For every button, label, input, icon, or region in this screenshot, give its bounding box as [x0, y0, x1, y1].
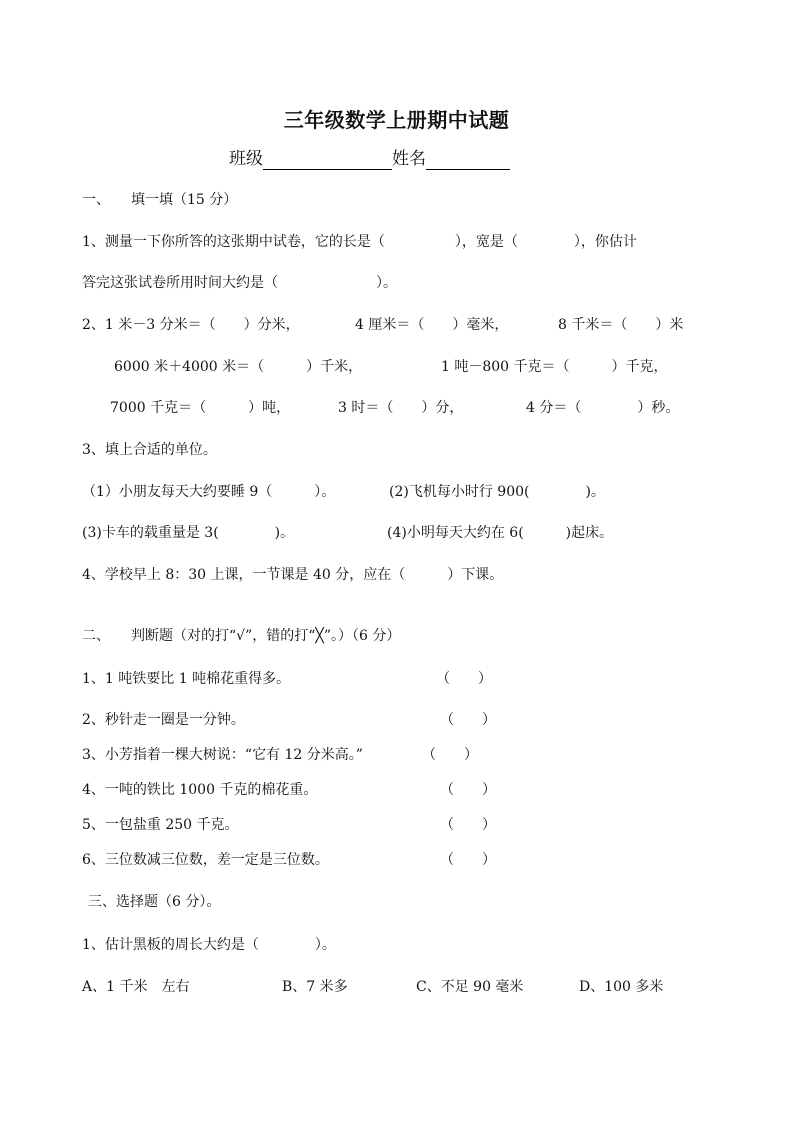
judgment-answer-paren[interactable]: （ ）: [436, 671, 492, 687]
name-label: 姓名: [392, 149, 426, 169]
judgment-answer-paren[interactable]: （ ）: [440, 712, 496, 728]
question-2-item: 8 千米＝（ ）米: [558, 317, 684, 333]
section-3-heading: 三、选择题（6 分）。: [88, 894, 221, 910]
question-2-item: 2、1 米－3 分米＝（ ）分米，: [82, 317, 300, 333]
question-3-item: (4)小明每天大约在 6( )起床。: [387, 525, 614, 541]
question-3-item: (3)卡车的载重量是 3( )。: [82, 525, 295, 541]
question-4: 4、学校早上 8：30 上课，一节课是 40 分，应在（ ）下课。: [82, 567, 504, 583]
question-2-item: 3 时＝（ ）分，: [338, 400, 464, 416]
choice-option-b[interactable]: B、7 米多: [282, 979, 348, 995]
judgment-answer-paren[interactable]: （ ）: [440, 817, 496, 833]
choice-option-c[interactable]: C、不足 90 毫米: [416, 979, 524, 995]
question-2-item: 4 分＝（ ）秒。: [526, 400, 680, 416]
question-1-line-1: 1、测量一下你所答的这张期中试卷，它的长是（ ），宽是（ ），你估计: [82, 234, 637, 250]
question-2-item: 6000 米＋4000 米＝（ ）千米，: [114, 359, 363, 375]
judgment-item: 3、小芳指着一棵大树说：“它有 12 分米高。”: [82, 747, 363, 763]
judgment-item: 1、1 吨铁要比 1 吨棉花重得多。: [82, 671, 291, 687]
judgment-item: 2、秒针走一圈是一分钟。: [82, 712, 245, 728]
class-label: 班级: [229, 149, 263, 169]
question-1-line-2: 答完这张试卷所用时间大约是（ ）。: [82, 275, 397, 291]
judgment-item: 4、一吨的铁比 1000 千克的棉花重。: [82, 782, 318, 798]
class-field[interactable]: [263, 151, 392, 170]
choice-option-d[interactable]: D、100 多米: [579, 979, 664, 995]
judgment-answer-paren[interactable]: （ ）: [422, 747, 478, 763]
judgment-answer-paren[interactable]: （ ）: [440, 852, 496, 868]
page-title: 三年级数学上册期中试题: [283, 108, 510, 132]
question-2-item: 1 吨－800 千克＝（ ）千克，: [441, 359, 668, 375]
judgment-answer-paren[interactable]: （ ）: [440, 782, 496, 798]
student-info: [229, 148, 510, 170]
section-2-heading: 二、 判断题（对的打“√”，错的打“╳”。）（6 分）: [82, 628, 401, 644]
question-3-item: (2)飞机每小时行 900( )。: [389, 484, 605, 500]
judgment-item: 5、一包盐重 250 千克。: [82, 817, 239, 833]
question-2-item: 4 厘米＝（ ）毫米，: [355, 317, 509, 333]
question-2-item: 7000 千克＝（ ）吨，: [110, 400, 291, 416]
name-field[interactable]: [426, 151, 510, 170]
choice-option-a[interactable]: A、1 千米 左右: [82, 979, 190, 995]
choice-question-1: 1、估计黑板的周长大约是（ ）。: [82, 937, 336, 953]
question-3-heading: 3、填上合适的单位。: [82, 442, 217, 458]
section-1-heading: 一、 填一填（15 分）: [82, 192, 238, 208]
question-3-item: （1）小朋友每天大约要睡 9（ ）。: [82, 484, 336, 500]
judgment-item: 6、三位数减三位数，差一定是三位数。: [82, 852, 329, 868]
